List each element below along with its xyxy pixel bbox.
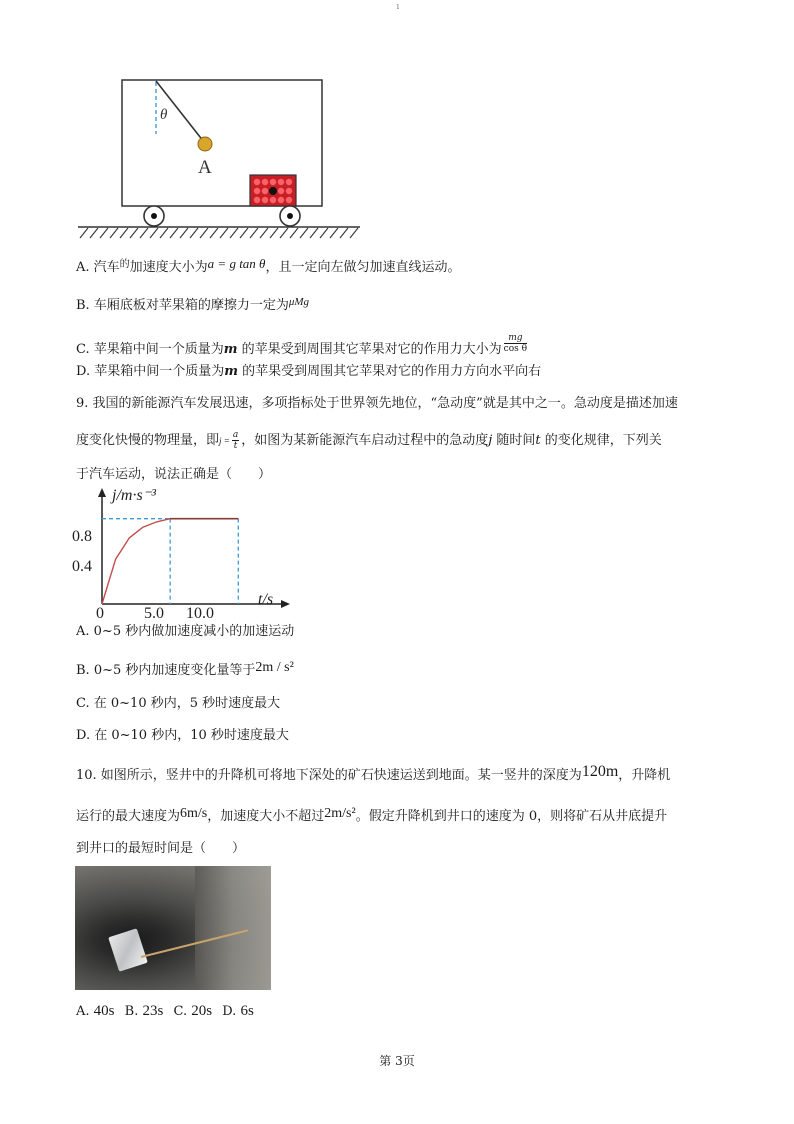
q9-option-a: A. 0~5 秒内做加速度减小的加速运动: [76, 624, 295, 639]
ground-hatch: [80, 228, 358, 238]
jerk-time-chart: [68, 486, 298, 620]
ore-bag: [108, 928, 148, 972]
y-axis-label: j/m·s⁻³: [112, 487, 156, 504]
ball-a: [198, 137, 212, 151]
q8-option-c: C. 苹果箱中间一个质量为m 的苹果受到周围其它苹果对它的作用力大小为 $\frac{mg}{\text{cos θ}}$: [76, 333, 528, 357]
x-tick-label: 5.0: [144, 605, 164, 620]
a-over-t-fraction: $\frac{a}{t}$: [232, 430, 239, 451]
q9-line-2: 度变化快慢的物理量，即j = $\frac{a}{t}$ ，如图为某新能源汽车启动过程中的急动度j 随时间t 的变化规律，下列关: [76, 430, 662, 451]
q10-line-2: 运行的最大速度为6m/s，加速度大小不超过2m/s²。假定升降机到井口的速度为 0，则将矿石从井底提升: [76, 806, 668, 824]
left-wheel: [144, 206, 164, 226]
q8-option-b: B. 车厢底板对苹果箱的摩擦力一定为$^{\mu Mg}$: [76, 296, 310, 313]
q9-option-d: D. 在 0~10 秒内，10 秒时速度最大: [76, 728, 289, 743]
y-axis-arrow: [98, 488, 106, 497]
ball-label: A: [198, 157, 212, 178]
q8-option-a: A. 汽车$^的$加速度大小为a = g tan θ，且一定向左做匀加速直线运动。: [76, 256, 461, 275]
q10-line-3: 到井口的最短时间是（ ）: [76, 841, 246, 856]
x-tick-label: 10.0: [186, 605, 214, 620]
mg-over-cos-fraction: $\frac{mg}{\text{cos θ}}$: [503, 333, 528, 354]
mine-shaft-photo: [75, 866, 271, 990]
y-tick-label: 0.8: [72, 528, 92, 545]
cart-figure: [74, 72, 364, 244]
q9-line-1: 9. 我国的新能源汽车发展迅速，多项指标处于世界领先地位，“急动度”就是其中之一。急动度是描述加速: [76, 396, 678, 411]
q10-options: A. 40s B. 23s C. 20s D. 6s: [76, 1003, 254, 1019]
q9-option-b: B. 0~5 秒内加速度变化量等于2m / s²: [76, 660, 294, 678]
header-mark: 1: [396, 4, 400, 11]
page-number: 第 3页: [379, 1054, 415, 1068]
q9-option-c: C. 在 0~10 秒内，5 秒时速度最大: [76, 696, 281, 711]
x-axis-arrow: [281, 600, 290, 608]
q8-option-d: D. 苹果箱中间一个质量为m 的苹果受到周围其它苹果对它的作用力方向水平向右: [76, 364, 542, 379]
q10-line-1: 10. 如图所示，竖井中的升降机可将地下深处的矿石快速运送到地面。某一竖井的深度为120m，升降机: [76, 763, 671, 783]
center-apple: [269, 187, 277, 195]
angle-label: θ: [160, 107, 168, 123]
right-wheel: [280, 206, 300, 226]
x-axis-label: t/s: [258, 591, 274, 608]
q9-line-3: 于汽车运动，说法正确是（ ）: [76, 467, 272, 482]
origin-label: 0: [96, 605, 104, 620]
y-tick-label: 0.4: [72, 558, 92, 575]
